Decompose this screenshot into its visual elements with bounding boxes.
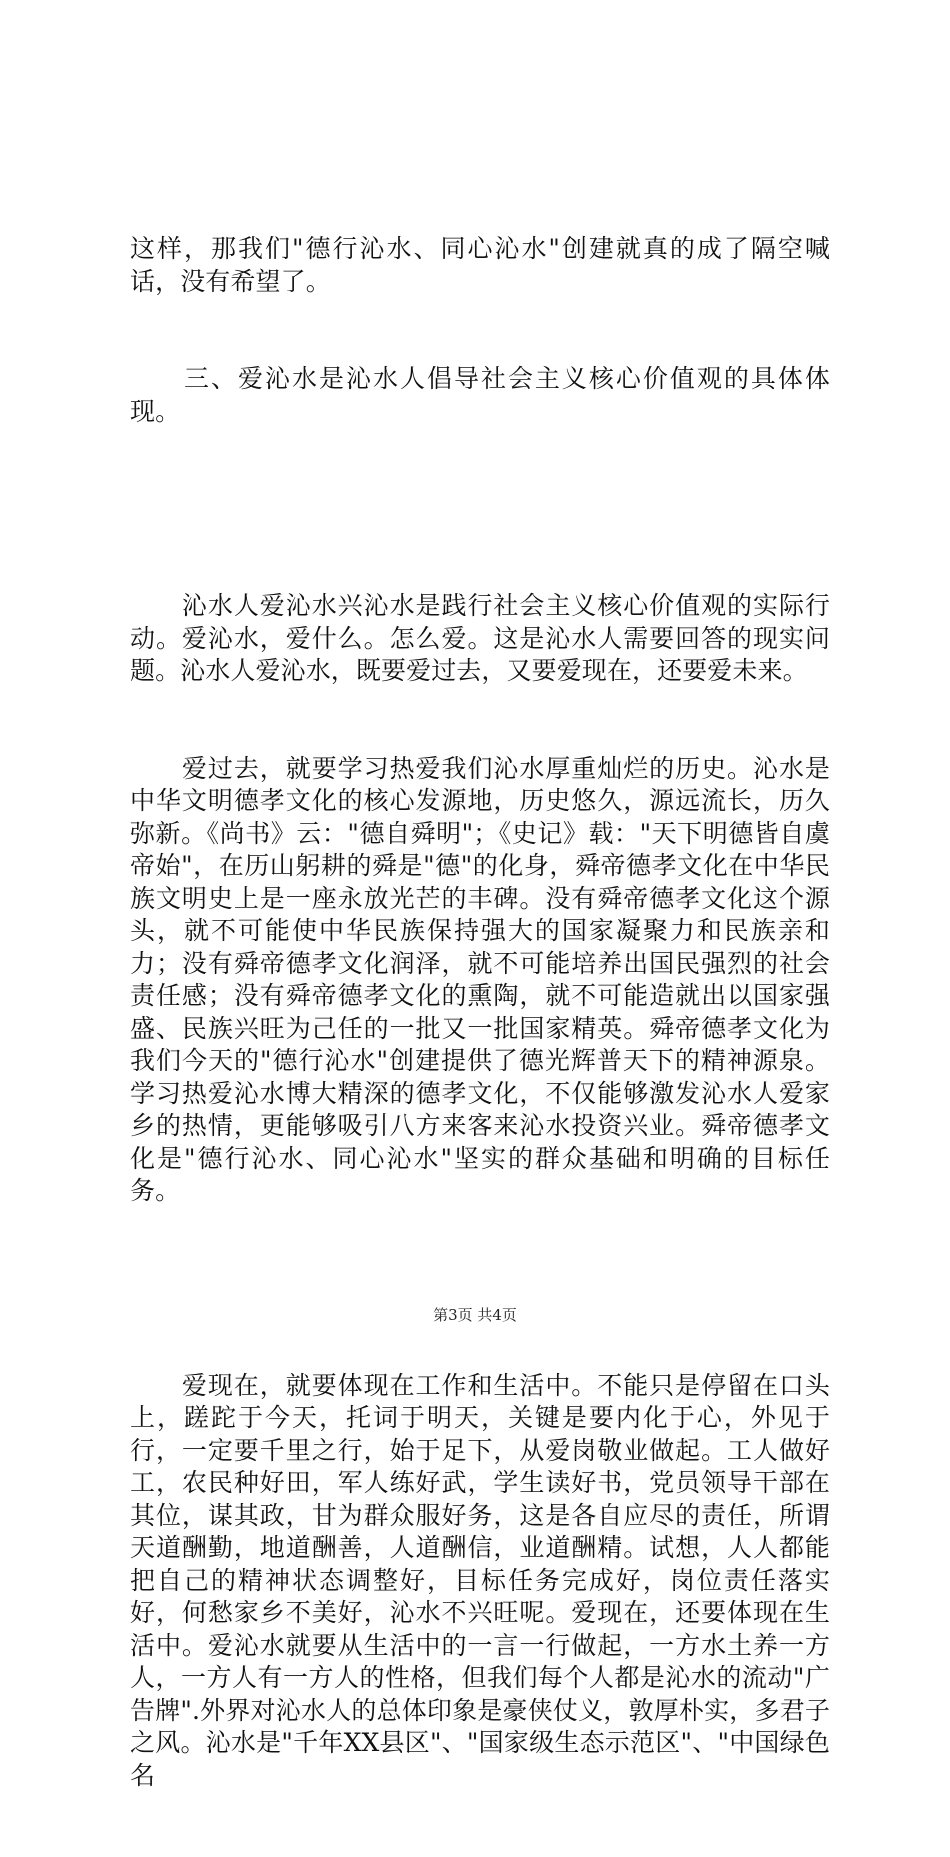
paragraph-gap bbox=[130, 1273, 830, 1305]
paragraph-love-present: 爱现在，就要体现在工作和生活中。不能只是停留在口头上，蹉跎于今天，托词于明天，关键是要内化于心，外见于行，一定要千里之行，始于足下，从爱岗敬业做起。工人做好工，农民种好田，军人练好武，学生读好书，党员领导干部在其位，谋其政，甘为群众服好务，这是各自应尽的责任，所谓天道酬勤，地道酬善，人道酬信，业道酬精。试想，人人都能把自己的精神状态调整好，目标任务完成好，岗位责任落实好，何愁家乡不美好，沁水不兴旺呢。爱现在，还要体现在生活中。爱沁水就要从生活中的一言一行做起，一方水土养一方人，一方人有一方人的性格，但我们每个人都是沁水的流动"广告牌".外界对沁水人的总体印象是豪侠仗义，敦厚朴实，多君子之风。沁水是"千年XX县区"、"国家级生态示范区"、"中国绿色名 bbox=[130, 1370, 830, 1790]
paragraph-gap bbox=[130, 493, 830, 525]
paragraph-intro: 沁水人爱沁水兴沁水是践行社会主义核心价值观的实际行动。爱沁水，爱什么。怎么爱。这是沁水人需要回答的现实问题。沁水人爱沁水，既要爱过去，又要爱现在，还要爱未来。 bbox=[130, 591, 830, 685]
paragraph-love-past: 爱过去，就要学习热爱我们沁水厚重灿烂的历史。沁水是中华文明德孝文化的核心发源地，历史悠久，源远流长，历久弥新。《尚书》云："德自舜明"；《史记》载："天下明德皆自虞帝始"，在历山躬耕的舜是"德"的化身，舜帝德孝文化在中华民族文明史上是一座永放光芒的丰碑。没有舜帝德孝文化这个源头，就不可能使中华民族保持强大的国家凝聚力和民族亲和力；没有舜帝德孝文化润泽，就不可能培养出国民强烈的社会责任感；没有舜帝德孝文化的熏陶，就不可能造就出以国家强盛、民族兴旺为己任的一批又一批国家精英。舜帝德孝文化为我们今天的"德行沁水"创建提供了德光辉普天下的精神源泉。学习热爱沁水博大精深的德孝文化，不仅能够激发沁水人爱家乡的热情，更能够吸引八方来客来沁水投资兴业。舜帝德孝文化是"德行沁水、同心沁水"坚实的群众基础和明确的目标任务。 bbox=[130, 753, 830, 1205]
document-body bbox=[130, 168, 830, 1857]
page-number-footer: 第3页 共4页 bbox=[433, 1306, 517, 1324]
section-heading: 三、爱沁水是沁水人倡导社会主义核心价值观的具体体现。 bbox=[130, 364, 830, 426]
paragraph-continuation: 这样，那我们"德行沁水、同心沁水"创建就真的成了隔空喊话，没有希望了。 bbox=[130, 234, 830, 296]
